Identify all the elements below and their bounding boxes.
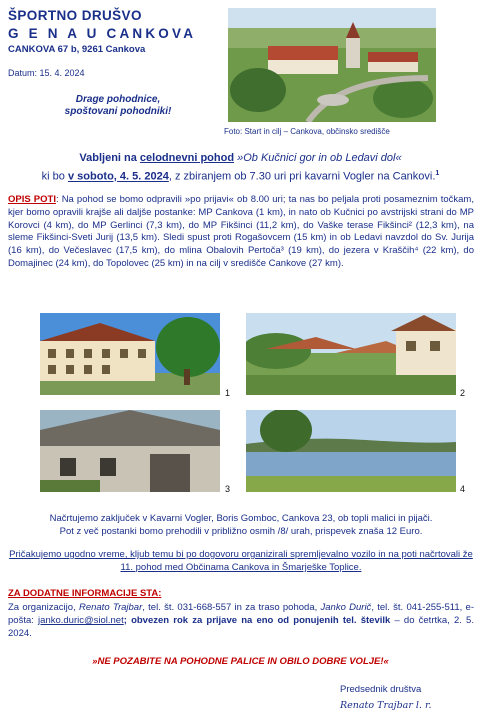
invite-a: Vabljeni na bbox=[79, 152, 140, 164]
greeting-line2: spoštovani pohodniki! bbox=[64, 106, 172, 117]
signature-name: Renato Trajbar l. r. bbox=[340, 700, 432, 711]
info-heading bbox=[8, 588, 161, 599]
greeting bbox=[48, 94, 188, 118]
invite-d: ki bo bbox=[41, 170, 68, 183]
info-colon: : bbox=[158, 588, 162, 599]
slogan: »NE POZABITE NA POHODNE PALICE IN OBILO DOBRE VOLJE!« bbox=[92, 656, 389, 667]
org-address: CANKOVA 67 b, 9261 Cankova bbox=[8, 44, 146, 55]
route-text: : Na pohod se bomo odpravili »po prijavi« ob 8.00 uri; ta nas bo peljala proti posameznim točkam, kjer bomo opravili krajše ali daljše postanke: MP Cankova (1 km), in nato ob Kučnici po avstrijski strani do MP Korovci (4 km), do MP Gerlinci (7,3 km), do MP Fikšinci (11,2 km), do Vaške terase Fikšinci² (12,3 km), na sleme Fikšinci-Sveti Jurij (13,5 km). Sledi spust proti Rogašovcem (15 km) in ob Ledavi navzdol do Sv. Jurija (16 km), do Večeslavec (17,5 km), do mlina Obalovih Pertoča³ (19 km), do jezera v Kraščih⁴ (22 km), do Domajinec (24 km), do Topolovec (25 km) in na cilj v središče Cankove (27 km). bbox=[8, 194, 474, 269]
photo-number-3: 3 bbox=[225, 484, 231, 494]
org-name-2: G E N A U CANKOVA bbox=[8, 26, 197, 41]
closing-line1: Načrtujemo zaključek v Kavarni Vogler, Boris Gomboc, Cankova 23, ob topli malici in pijači. bbox=[49, 513, 433, 524]
greeting-line1: Drage pohodnice, bbox=[75, 94, 161, 105]
photo-number-1: 1 bbox=[225, 388, 231, 398]
email-link[interactable]: janko.duric@siol.net bbox=[38, 615, 124, 626]
closing-line2: Pot z več postanki bomo prehodili v približno osmih /8/ urah, prispevek znaša 12 Euro. bbox=[59, 526, 423, 537]
info-heading-text: ZA DODATNE INFORMACIJE STA bbox=[8, 588, 159, 599]
closing-text bbox=[8, 512, 474, 538]
photo-number-4: 4 bbox=[460, 484, 466, 494]
invitation-line bbox=[0, 152, 481, 164]
photo-1-old-house bbox=[40, 313, 220, 395]
document-date: Datum: 15. 4. 2024 bbox=[8, 68, 85, 78]
photo-2-village-terrace bbox=[246, 313, 456, 395]
cankova-aerial-photo bbox=[228, 8, 436, 122]
photo-3-old-mill bbox=[40, 410, 220, 492]
invite-b: celodnevni pohod bbox=[139, 152, 235, 164]
invitation-date-line bbox=[0, 170, 481, 183]
route-description bbox=[8, 194, 474, 271]
photo-caption: Foto: Start in cilj – Cankova, občinsko središče bbox=[224, 127, 390, 136]
info-text bbox=[8, 601, 474, 640]
info-p2: Za organizacijo, bbox=[8, 602, 79, 613]
route-heading: OPIS POTI bbox=[8, 194, 56, 205]
info-p6: , tel. št. 041-255-511, e-pošta: bbox=[8, 602, 474, 626]
signature-title: Predsednik društva bbox=[340, 684, 422, 695]
photo-number-2: 2 bbox=[460, 388, 466, 398]
info-p4: , tel. št. 031-668-557 in za traso pohoda, bbox=[142, 602, 321, 613]
info-p3: Renato Trajbar bbox=[78, 602, 143, 613]
invite-f: , z zbiranjem ob 7.30 uri pri kavarni Vogler na Cankovi. bbox=[168, 170, 436, 183]
weather-note: Pričakujemo ugodno vreme, kljub temu bi po dogovoru organizirali spremljevalno vozilo in na poti načrtovali že 11. pohod med Občinama Cankova in Šmarješke Toplice. bbox=[9, 549, 473, 573]
photo-4-lake bbox=[246, 410, 456, 492]
invite-c: »Ob Kučnici gor in ob Ledavi dol« bbox=[234, 152, 402, 164]
invite-e: v soboto, 4. 5. 2024 bbox=[67, 170, 169, 183]
org-name: ŠPORTNO DRUŠVO bbox=[8, 8, 142, 23]
info-p8: ; obvezen rok za prijave na eno od ponujenih tel. številk bbox=[123, 615, 391, 626]
info-p5: Janko Durič bbox=[320, 602, 372, 613]
info-p9: – do četrtka, 2. 5. 2024. bbox=[8, 615, 474, 639]
invite-footnote: 1 bbox=[435, 170, 440, 177]
